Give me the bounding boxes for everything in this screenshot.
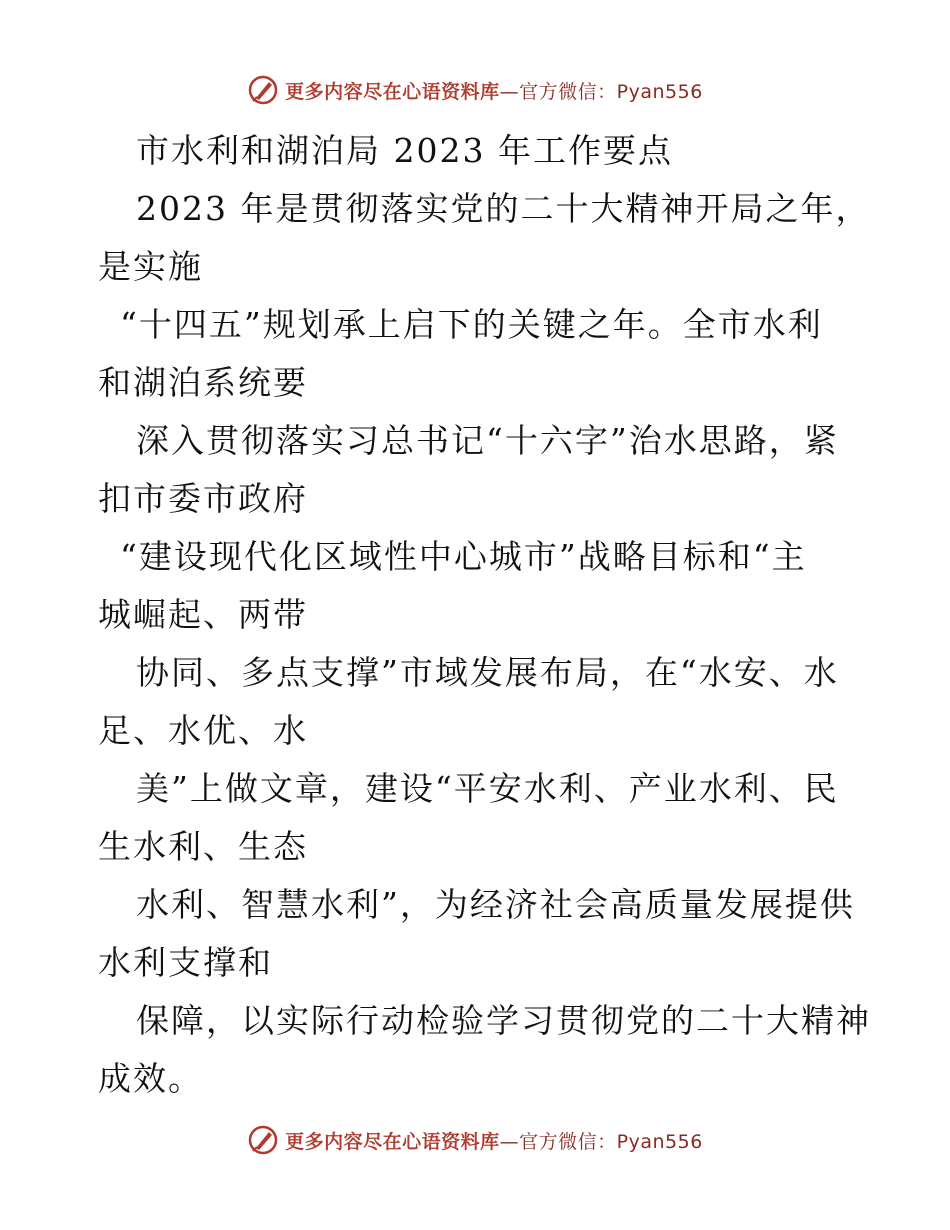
paragraph-line: 2023 年是贯彻落实党的二十大精神开局之年， bbox=[136, 189, 871, 228]
paragraph-line: 成效。 bbox=[98, 1059, 203, 1098]
footer-watermark bbox=[0, 1123, 950, 1157]
paragraph-line: 和湖泊系统要 bbox=[98, 363, 308, 402]
paragraph-line: 美”上做文章，建设“平安水利、产业水利、民 bbox=[136, 769, 839, 808]
paragraph-line: 深入贯彻落实习总书记“十六字”治水思路，紧 bbox=[136, 421, 839, 460]
paragraph-line: “建设现代化区域性中心城市”战略目标和“主 bbox=[120, 537, 807, 576]
watermark-sub-text: —官方微信：Pyan556 bbox=[499, 1130, 703, 1153]
watermark-main-text: 更多内容尽在心语资料库 bbox=[285, 80, 500, 103]
watermark-text bbox=[285, 77, 703, 104]
paragraph-line: 保障，以实际行动检验学习贯彻党的二十大精神 bbox=[136, 1001, 871, 1040]
quill-logo-icon bbox=[247, 1124, 279, 1156]
paragraph-line: 扣市委市政府 bbox=[98, 479, 308, 518]
header-watermark bbox=[0, 73, 950, 107]
paragraph-line: 生水利、生态 bbox=[98, 827, 308, 866]
watermark-sub-text: —官方微信：Pyan556 bbox=[499, 80, 703, 103]
document-body bbox=[98, 122, 871, 1108]
document-title: 市水利和湖泊局 2023 年工作要点 bbox=[136, 131, 673, 170]
watermark-main-text: 更多内容尽在心语资料库 bbox=[285, 1130, 500, 1153]
paragraph-line: 水利支撑和 bbox=[98, 943, 273, 982]
paragraph-line: 是实施 bbox=[98, 247, 203, 286]
paragraph-line: “十四五”规划承上启下的关键之年。全市水利 bbox=[120, 305, 823, 344]
paragraph-line: 水利、智慧水利”，为经济社会高质量发展提供 bbox=[136, 885, 855, 924]
paragraph-line: 协同、多点支撑”市域发展布局，在“水安、水 bbox=[136, 653, 839, 692]
paragraph-line: 足、水优、水 bbox=[98, 711, 308, 750]
paragraph-line: 城崛起、两带 bbox=[98, 595, 308, 634]
watermark-text bbox=[285, 1127, 703, 1154]
quill-logo-icon bbox=[247, 74, 279, 106]
